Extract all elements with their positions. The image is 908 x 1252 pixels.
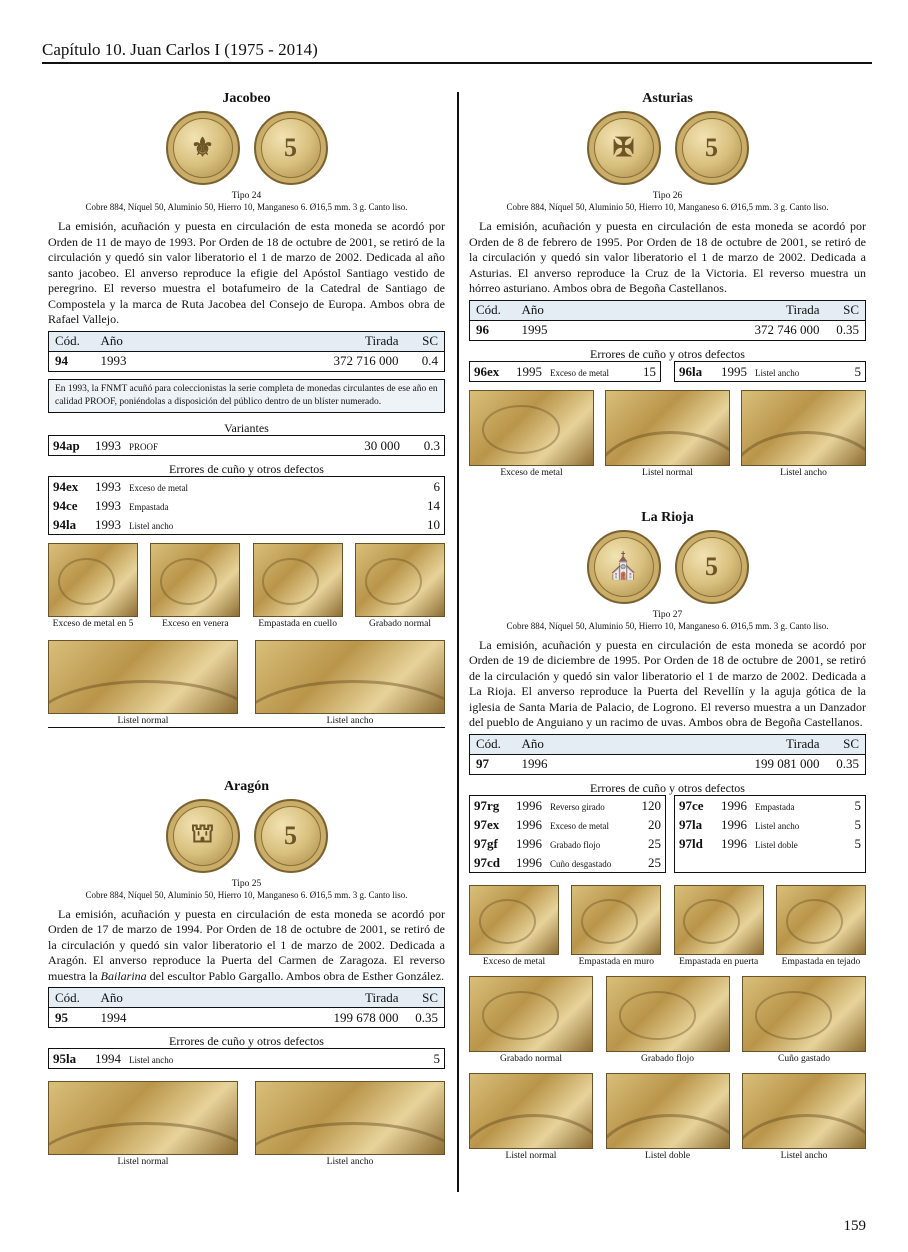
errores-heading: Errores de cuño y otros defectos (169, 461, 324, 476)
error-desc: Listel ancho (129, 520, 174, 531)
mintage-table-larioja (469, 734, 866, 775)
col-cod: Cód. (470, 300, 516, 320)
mintage-table-aragon (48, 987, 445, 1028)
description-paragraph: La emisión, acuñación y puesta en circulación de esta moneda se acordó por Orden de 8 de febrero de 1995. Por Orden de 18 de octubre de 2001, se retiró de la circulación y quedó sin valor liberatorio el 1 de marzo de 2002. Dedicada a Asturias. El anverso reproduce la Cruz de la Victoria. El reverso muestra un hórreo asturiano. Ambos obra de Begoña Castellanos. (469, 219, 866, 295)
cell-sc: 0.35 (826, 320, 866, 340)
error-value: 120 (641, 797, 661, 813)
photo-caption: Listel ancho (326, 1157, 374, 1167)
section-title-aragon: Aragón (223, 778, 270, 794)
description-paragraph: La emisión, acuñación y puesta en circulación de esta moneda se acordó por Orden de 11 de mayo de 1993. Por Orden de 18 de octubre de 2001, se retiró de la circulación y quedó sin valor liberatorio el 1 de marzo de 2002. Dedicada al año santo jacobeo. El anverso reproduce la efigie del Apóstol Santiago vestido de peregrino. El reverso muestra el botafumeiro de la Catedral de Santiago de Compostela y la marca de Ruta Jacobea del Consejo de Europa. Ambos obra de Rafael Vallejo. (48, 219, 445, 326)
coin-detail-photo (742, 976, 866, 1052)
coin-spec: Cobre 884, Níquel 50, Aluminio 50, Hierro 10, Manganeso 6. Ø16,5 mm. 3 g. Canto liso. (506, 620, 829, 631)
error-desc: Exceso de metal (129, 482, 188, 493)
figure (48, 543, 138, 630)
error-desc: Grabado flojo (550, 839, 601, 850)
error-desc: Cuño desgastado (550, 858, 612, 869)
list-item (675, 815, 865, 834)
coin-images-asturias (469, 111, 866, 187)
list-item (675, 796, 865, 815)
figure (469, 1073, 593, 1162)
figure (469, 976, 593, 1065)
error-value: 5 (854, 835, 861, 851)
photo-caption: Listel normal (117, 1157, 169, 1167)
photo-caption: Empastada en muro (578, 956, 655, 967)
error-value: 15 (643, 363, 656, 379)
figure (253, 543, 343, 630)
col-cod: Cód. (49, 988, 95, 1008)
coin-edge-photo (605, 390, 730, 466)
photo-caption: Listel normal (505, 1150, 557, 1161)
cell-ano: 1995 (516, 320, 618, 340)
listel-photos-row (48, 640, 445, 728)
figure (150, 543, 240, 630)
figure (742, 1073, 866, 1162)
table-row (470, 320, 866, 340)
error-cod: 97ld (679, 835, 703, 851)
error-cod: 95la (53, 1051, 77, 1066)
list-item (470, 362, 660, 381)
error-ano: 1993 (95, 478, 121, 494)
col-ano: Año (516, 300, 618, 320)
variant-desc: PROOF (129, 441, 159, 452)
error-photos-row (48, 543, 445, 630)
errores-box (674, 361, 866, 382)
column-divider (457, 92, 459, 1192)
col-cod: Cód. (49, 331, 95, 351)
description-paragraph: La emisión, acuñación y puesta en circulación de esta moneda se acordó por Orden de 17 de marzo de 1994. Por Orden de 18 de octubre de 2001, se retiró de la circulación y quedó sin valor liberatorio el 1 de marzo de 2002. Dedicada a Aragón. El anverso reproduce la Puerta del Carmen de Zaragoza. El reverso muestra la Bailarina del escultor Pablo Gargallo. Ambos obra de Esther González. (48, 906, 445, 983)
error-cod: 96ex (474, 363, 500, 379)
error-ano: 1996 (721, 797, 747, 813)
errores-box (674, 795, 866, 873)
col-sc: SC (826, 734, 866, 754)
error-cod: 97cd (474, 854, 500, 870)
tipo-label: Tipo 24 (231, 191, 262, 201)
error-cod: 97ex (474, 816, 500, 832)
listel-photos-row (48, 1081, 445, 1168)
photo-caption: Cuño gastado (778, 1053, 830, 1064)
error-ano: 1993 (95, 497, 121, 513)
error-photos-row (469, 885, 866, 968)
cell-cod: 96 (470, 320, 516, 340)
error-photos-row (469, 390, 866, 479)
right-column (469, 88, 866, 1162)
error-ano: 1996 (721, 835, 747, 851)
tipo-label: Tipo 25 (231, 878, 262, 889)
cell-tirada: 372 716 000 (197, 351, 405, 371)
error-value: 5 (854, 363, 861, 379)
coin-detail-photo (469, 390, 594, 466)
coin-images-larioja (469, 530, 866, 606)
tipo-label: Tipo 26 (652, 191, 683, 201)
cell-ano: 1993 (95, 351, 197, 371)
figure (776, 885, 866, 968)
error-value: 5 (854, 816, 861, 832)
list-item (470, 853, 665, 872)
error-cod: 97rg (474, 797, 500, 813)
coin-edge-photo (255, 640, 445, 714)
error-desc: Listel ancho (755, 820, 800, 831)
cell-tirada: 372 746 000 (618, 320, 826, 340)
error-ano: 1995 (516, 363, 542, 379)
coin-reverse-larioja: 5 (675, 530, 749, 604)
coin-detail-photo (150, 543, 240, 617)
error-value: 10 (427, 516, 440, 532)
listel-photos-row (469, 1073, 866, 1162)
figure (605, 390, 730, 479)
photo-caption: Listel ancho (780, 467, 827, 478)
section-title-jacobeo: Jacobeo (222, 91, 271, 106)
coin-detail-photo (469, 885, 559, 955)
mintage-table-jacobeo (48, 331, 445, 372)
table-row (49, 351, 445, 371)
mintage-table-asturias (469, 300, 866, 341)
photo-caption: Listel ancho (780, 1150, 828, 1161)
error-cod: 97gf (474, 835, 498, 851)
cell-sc: 0.35 (405, 1008, 445, 1028)
figure (469, 885, 559, 968)
coin-images-jacobeo (48, 111, 445, 187)
errores-box-jacobeo (48, 476, 445, 535)
figure (48, 640, 238, 727)
coin-reverse-asturias: 5 (675, 111, 749, 185)
error-cod: 94ex (53, 478, 79, 494)
error-desc: Exceso de metal (550, 367, 609, 378)
error-ano: 1996 (516, 854, 542, 870)
grabado-photos-row (469, 976, 866, 1065)
figure (355, 543, 445, 630)
coin-detail-photo (776, 885, 866, 955)
photo-caption: Grabado flojo (640, 1053, 695, 1064)
error-desc: Reverso girado (550, 801, 605, 812)
error-desc: Exceso de metal (550, 820, 609, 831)
photo-caption: Listel ancho (326, 715, 374, 726)
list-item (49, 1049, 444, 1068)
figure (571, 885, 661, 968)
errores-heading: Errores de cuño y otros defectos (590, 346, 745, 361)
list-item (675, 834, 865, 853)
photo-caption: Listel doble (644, 1150, 691, 1161)
col-sc: SC (405, 331, 445, 351)
list-item (49, 515, 444, 534)
coin-reverse-aragon: 5 (254, 799, 328, 873)
cell-tirada: 199 081 000 (618, 754, 826, 774)
error-value: 25 (648, 854, 661, 870)
error-desc: Listel ancho (755, 367, 800, 378)
coin-detail-photo (674, 885, 764, 955)
error-value: 14 (427, 497, 440, 513)
cell-sc: 0.4 (405, 351, 445, 371)
col-sc: SC (826, 300, 866, 320)
error-ano: 1996 (721, 816, 747, 832)
list-item (675, 362, 865, 381)
coin-spec: Cobre 884, Níquel 50, Aluminio 50, Hierro 10, Manganeso 6. Ø16,5 mm. 3 g. Canto liso. (85, 202, 408, 212)
cell-cod: 97 (470, 754, 516, 774)
col-ano: Año (95, 988, 197, 1008)
cell-ano: 1994 (95, 1008, 197, 1028)
coin-obverse-jacobeo: ⚜ (166, 111, 240, 185)
figure (255, 640, 445, 727)
errores-box-aragon (48, 1048, 445, 1069)
error-value: 20 (648, 816, 661, 832)
col-sc: SC (405, 988, 445, 1008)
errores-box (469, 361, 661, 382)
figure (742, 976, 866, 1065)
photo-caption: Listel normal (117, 715, 169, 726)
photo-caption: Exceso en venera (162, 618, 229, 629)
list-item (470, 796, 665, 815)
figure (255, 1081, 445, 1168)
error-ano: 1996 (516, 835, 542, 851)
photo-caption: Empastada en puerta (679, 956, 759, 967)
coin-edge-photo (606, 1073, 730, 1149)
error-cod: 97ce (679, 797, 704, 813)
coin-obverse-asturias: ✠ (587, 111, 661, 185)
errores-heading: Errores de cuño y otros defectos (590, 780, 745, 795)
error-value: 5 (854, 797, 861, 813)
figure (741, 390, 866, 479)
cell-ano: 1996 (516, 754, 618, 774)
coin-detail-photo (606, 976, 730, 1052)
col-tirada: Tirada (197, 331, 405, 351)
list-item (470, 815, 665, 834)
errores-boxes-asturias (469, 361, 866, 382)
coin-edge-photo (469, 1073, 593, 1149)
errores-boxes-larioja (469, 795, 866, 873)
table-row (49, 1008, 445, 1028)
col-tirada: Tirada (197, 988, 405, 1008)
error-ano: 1994 (95, 1051, 121, 1066)
error-ano: 1993 (95, 516, 121, 532)
variant-ano: 1993 (95, 437, 121, 453)
coin-edge-photo (742, 1073, 866, 1149)
coin-reverse-jacobeo: 5 (254, 111, 328, 185)
col-cod: Cód. (470, 734, 516, 754)
photo-caption: Listel normal (642, 467, 693, 478)
coin-edge-photo (741, 390, 866, 466)
photo-caption: Grabado normal (500, 1053, 562, 1064)
error-desc: Empastada (129, 501, 169, 512)
col-ano: Año (95, 331, 197, 351)
variantes-box (48, 435, 445, 456)
coin-detail-photo (571, 885, 661, 955)
chapter-header: Capítulo 10. Juan Carlos I (1975 - 2014) (42, 40, 872, 64)
figure (48, 1081, 238, 1168)
cell-cod: 94 (49, 351, 95, 371)
section-title-larioja: La Rioja (641, 509, 694, 525)
coin-detail-photo (253, 543, 343, 617)
tipo-label: Tipo 27 (652, 609, 683, 620)
coin-detail-photo (355, 543, 445, 617)
errores-box (469, 795, 666, 873)
photo-caption: Exceso de metal (482, 956, 546, 967)
coin-edge-photo (255, 1081, 445, 1155)
table-row (470, 754, 866, 774)
photo-caption: Empastada en tejado (781, 956, 861, 967)
error-desc: Empastada (755, 801, 795, 812)
error-ano: 1995 (721, 363, 747, 379)
list-item (49, 496, 444, 515)
col-ano: Año (516, 734, 618, 754)
coin-obverse-aragon: ⛫ (166, 799, 240, 873)
error-desc: Listel doble (755, 839, 798, 850)
coin-spec: Cobre 884, Níquel 50, Aluminio 50, Hierro 10, Manganeso 6. Ø16,5 mm. 3 g. Canto liso. (506, 202, 829, 212)
error-ano: 1996 (516, 797, 542, 813)
error-desc: Listel ancho (129, 1055, 174, 1065)
photo-caption: Empastada en cuello (258, 618, 337, 629)
coin-detail-photo (48, 543, 138, 617)
coin-obverse-larioja: ⛪ (587, 530, 661, 604)
list-item (49, 477, 444, 496)
list-item (470, 834, 665, 853)
description-paragraph: La emisión, acuñación y puesta en circulación de esta moneda se acordó por Orden de 19 de diciembre de 1995. Por Orden de 18 de octubre de 2001, se retiró de la circulación y quedó sin valor liberatorio el 1 de marzo de 2002. Dedicada a La Rioja. El anverso reproduce la Puerta del Revellín y la aguja gótica de la iglesia de Santa Maria de Palacio, de Logrono. El reverso muestra a un Danzador del pueblo de Anguiano y un racimo de uvas. Ambos obra de Begoña Castellanos. (469, 637, 866, 729)
col-tirada: Tirada (618, 734, 826, 754)
variant-tirada: 30 000 (364, 437, 400, 453)
col-tirada: Tirada (618, 300, 826, 320)
figure (606, 976, 730, 1065)
figure (469, 390, 594, 479)
figure (674, 885, 764, 968)
cell-tirada: 199 678 000 (197, 1008, 405, 1028)
error-value: 6 (433, 478, 440, 494)
coin-detail-photo (469, 976, 593, 1052)
error-cod: 96la (679, 363, 703, 379)
variantes-heading: Variantes (224, 420, 269, 435)
error-cod: 94la (53, 516, 77, 532)
error-value: 5 (433, 1051, 440, 1066)
cell-sc: 0.35 (826, 754, 866, 774)
page-number: 159 (843, 1218, 866, 1234)
error-cod: 97la (679, 816, 703, 832)
section-title-asturias: Asturias (642, 91, 693, 106)
cell-cod: 95 (49, 1008, 95, 1028)
variant-cod: 94ap (53, 437, 80, 453)
sculpture-name: Bailarina (100, 968, 147, 983)
figure (606, 1073, 730, 1162)
photo-caption: Exceso de metal (500, 467, 563, 478)
coin-spec: Cobre 884, Níquel 50, Aluminio 50, Hierro 10, Manganeso 6. Ø16,5 mm. 3 g. Canto liso. (85, 889, 408, 900)
proof-note: En 1993, la FNMT acuñó para coleccionistas la serie completa de monedas circulantes de ese año en calidad PROOF, poniéndolas a disposición del público dentro de un blíster numerado. (48, 379, 445, 413)
coin-edge-photo (48, 1081, 238, 1155)
coin-images-aragon (48, 799, 445, 875)
error-ano: 1996 (516, 816, 542, 832)
error-value: 25 (648, 835, 661, 851)
errores-heading: Errores de cuño y otros defectos (169, 1034, 324, 1048)
variant-sc: 0.3 (423, 437, 440, 453)
coin-edge-photo (48, 640, 238, 714)
photo-caption: Grabado normal (368, 618, 431, 629)
left-column (48, 88, 445, 1168)
photo-caption: Exceso de metal en 5 (52, 618, 134, 629)
list-item (49, 436, 444, 455)
error-cod: 94ce (53, 497, 78, 513)
